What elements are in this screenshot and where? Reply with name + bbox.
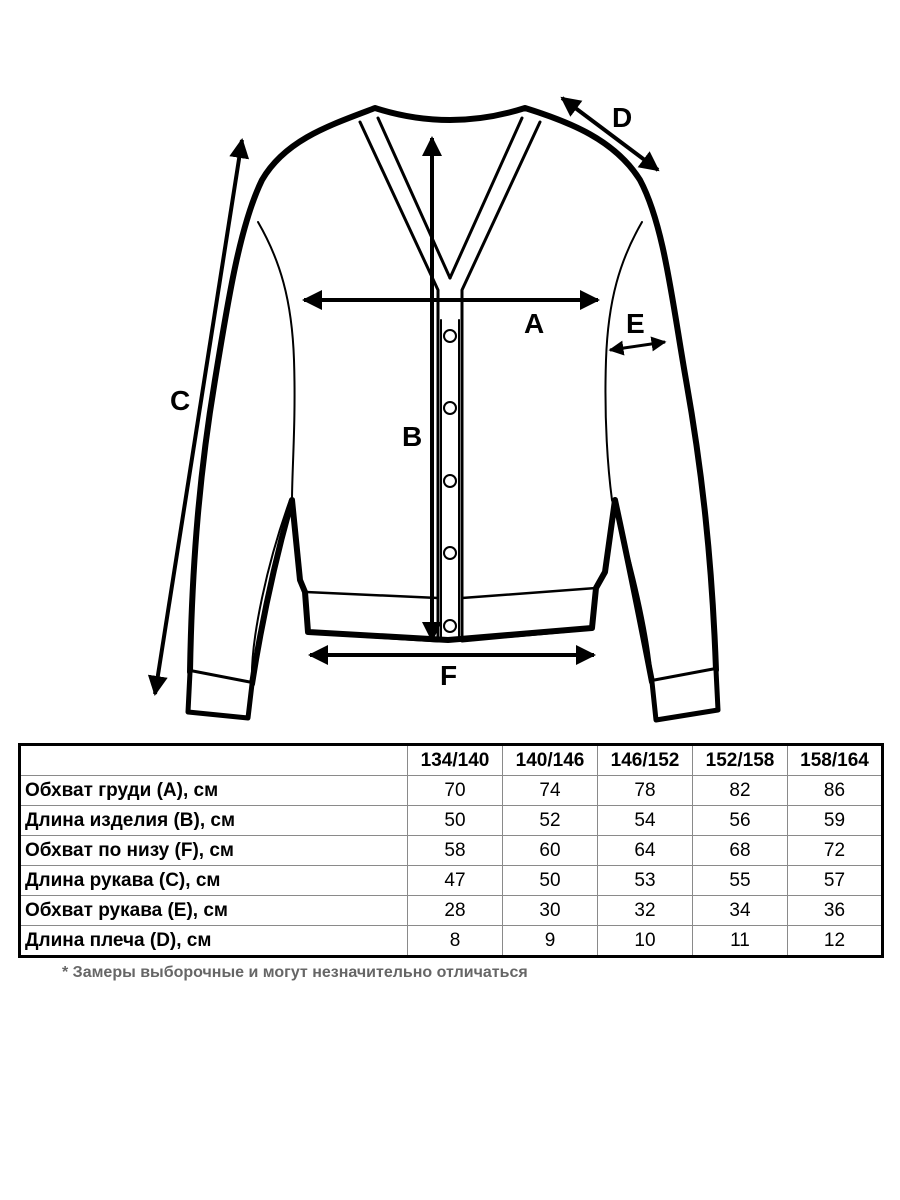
table-row <box>20 806 883 836</box>
button-icon <box>444 620 456 632</box>
table-row <box>20 896 883 926</box>
table-cell: 64 <box>598 836 693 866</box>
table-cell: 30 <box>503 896 598 926</box>
header-corner <box>20 745 408 776</box>
table-cell: 70 <box>408 776 503 806</box>
table-cell: 60 <box>503 836 598 866</box>
label-c: C <box>170 385 191 416</box>
table-cell: 86 <box>788 776 883 806</box>
table-row <box>20 926 883 957</box>
table-row <box>20 776 883 806</box>
size-table <box>18 743 884 958</box>
size-header-row <box>20 745 883 776</box>
table-cell: 36 <box>788 896 883 926</box>
table-row <box>20 866 883 896</box>
table-cell: 55 <box>693 866 788 896</box>
table-cell: 50 <box>408 806 503 836</box>
footnote: * Замеры выборочные и могут незначительно отличаться <box>62 964 528 981</box>
table-cell: 10 <box>598 926 693 957</box>
table-cell: 50 <box>503 866 598 896</box>
row-label: Длина изделия (В), см <box>20 806 408 836</box>
row-label: Обхват груди (А), см <box>20 776 408 806</box>
table-cell: 57 <box>788 866 883 896</box>
label-f: F <box>440 660 458 691</box>
table-cell: 59 <box>788 806 883 836</box>
table-cell: 32 <box>598 896 693 926</box>
table-cell: 74 <box>503 776 598 806</box>
table-cell: 68 <box>693 836 788 866</box>
row-label: Длина плеча (D), см <box>20 926 408 957</box>
table-cell: 54 <box>598 806 693 836</box>
label-a: A <box>524 308 545 339</box>
table-cell: 52 <box>503 806 598 836</box>
table-cell: 47 <box>408 866 503 896</box>
table-cell: 8 <box>408 926 503 957</box>
size-header: 158/164 <box>788 745 883 776</box>
table-cell: 12 <box>788 926 883 957</box>
row-label: Длина рукава (С), см <box>20 866 408 896</box>
table-cell: 56 <box>693 806 788 836</box>
row-label: Обхват рукава (Е), см <box>20 896 408 926</box>
table-row <box>20 836 883 866</box>
button-icon <box>444 547 456 559</box>
button-icon <box>444 402 456 414</box>
size-header: 134/140 <box>408 745 503 776</box>
table-cell: 78 <box>598 776 693 806</box>
table-cell: 28 <box>408 896 503 926</box>
table-cell: 34 <box>693 896 788 926</box>
label-e: E <box>626 308 645 339</box>
table-cell: 82 <box>693 776 788 806</box>
label-b: B <box>402 421 423 452</box>
size-header: 140/146 <box>503 745 598 776</box>
body-outline <box>190 108 716 684</box>
size-header: 146/152 <box>598 745 693 776</box>
table-cell: 72 <box>788 836 883 866</box>
size-header: 152/158 <box>693 745 788 776</box>
table-cell: 58 <box>408 836 503 866</box>
table-cell: 53 <box>598 866 693 896</box>
label-d: D <box>612 102 633 133</box>
table-cell: 11 <box>693 926 788 957</box>
row-label: Обхват по низу (F), см <box>20 836 408 866</box>
button-icon <box>444 475 456 487</box>
button-icon <box>444 330 456 342</box>
table-cell: 9 <box>503 926 598 957</box>
